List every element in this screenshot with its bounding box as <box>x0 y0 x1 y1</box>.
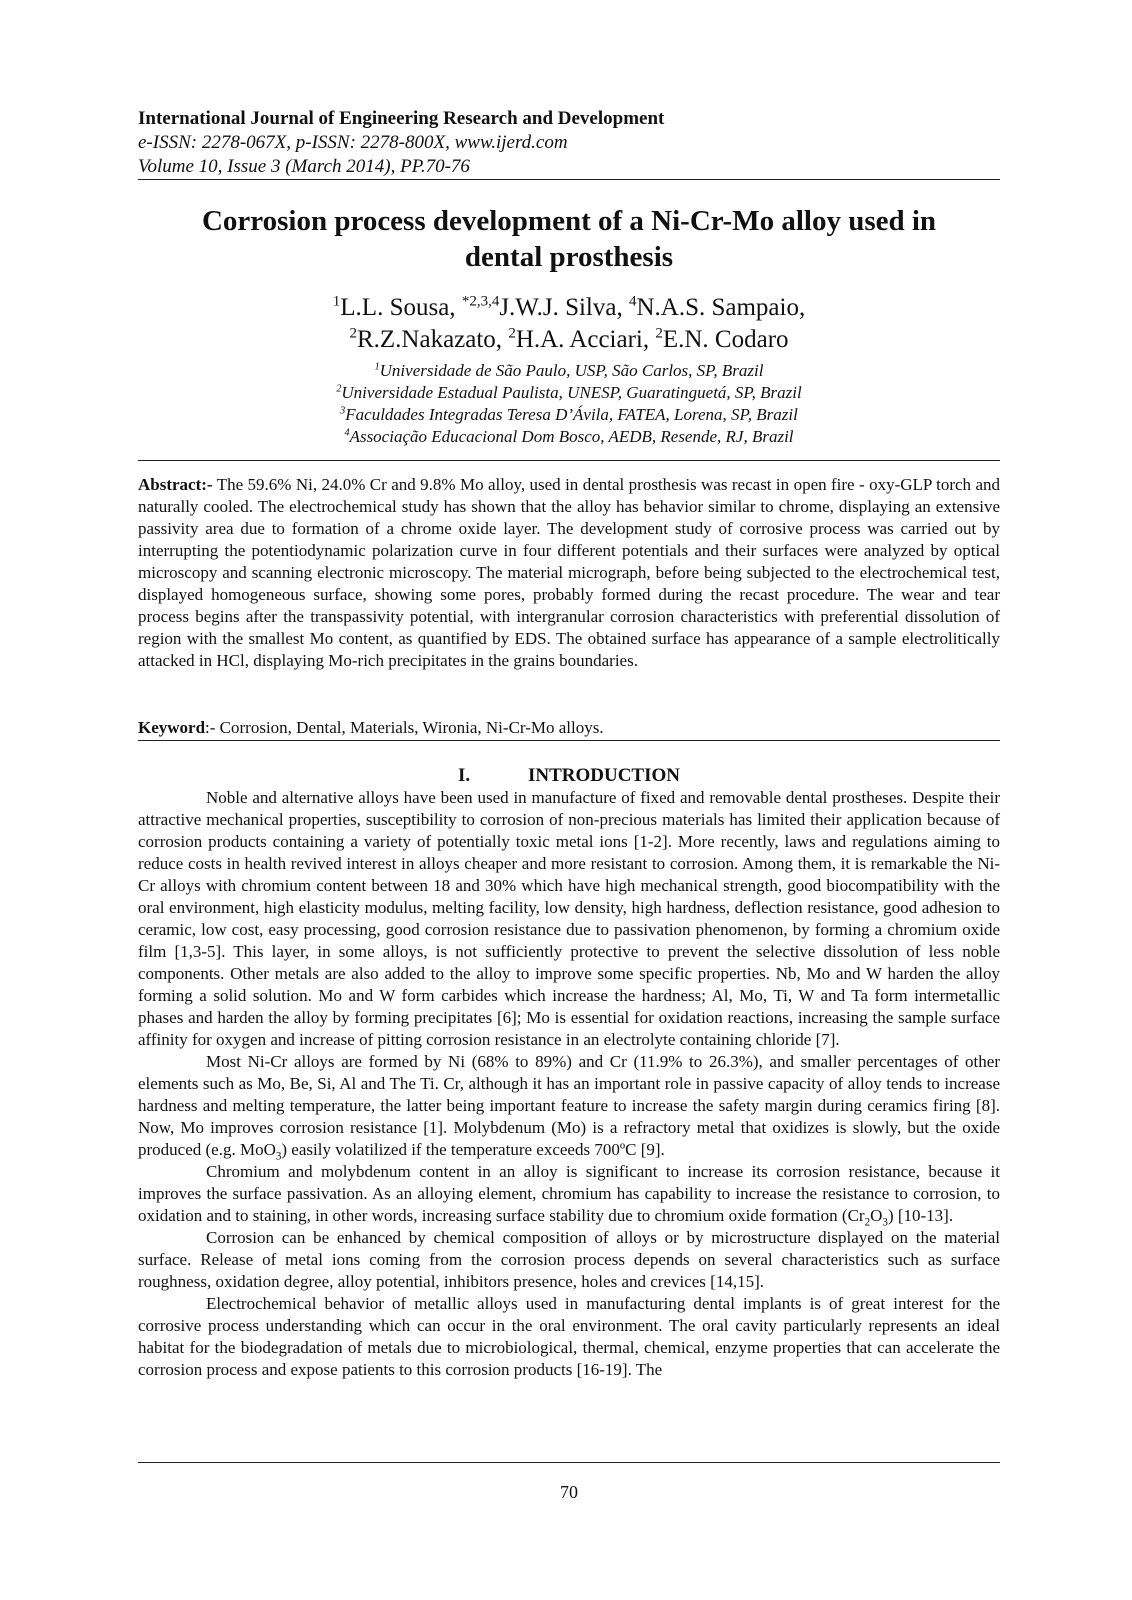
subscript: 3 <box>275 1150 282 1163</box>
section-number: I. <box>457 765 471 786</box>
subscript: 2 <box>864 1216 871 1229</box>
paper-title <box>138 203 1000 275</box>
footer-rule <box>138 1462 1000 1463</box>
paragraph: Corrosion can be enhanced by chemical composition of alloys or by microstructure displayed on the material surface. Release of metal ions coming from the corrosion process depends on several characteristics such as surface roughness, oxidation degree, alloy potential, inhibitors presence, holes and crevices [14,15]. <box>138 1228 1000 1291</box>
paragraph-text: Chromium and molybdenum content in an alloy is significant to increase its corrosion resistance, because it improves the surface passivation. As an alloying element, chromium has capability to increase the resistance to corrosion, to oxidation and to staining, in other words, increasing surface stability due to chromium oxide formation (Cr <box>138 1162 1000 1225</box>
title-line-2: dental prosthesis <box>464 241 674 273</box>
section-title: INTRODUCTION <box>527 765 681 786</box>
affiliation <box>138 360 1000 382</box>
keyword-rule <box>138 740 1000 741</box>
paragraph: Noble and alternative alloys have been used in manufacture of fixed and removable dental prostheses. Despite their attractive mechanical properties, susceptibility to corrosion of non-precious materials has limited their application because of corrosion products containing a variety of potentially toxic metal ions [1-2]. More recently, laws and regulations aiming to reduce costs in health revived interest in alloys cheaper and more resistant to corrosion. Among them, it is remarkable the Ni-Cr alloys with chromium content between 18 and 30% which have high mechanical strength, good biocompatibility with the oral environment, high elasticity modulus, melting facility, low density, high hardness, deflection resistance, good adhesion to ceramic, low cost, easy processing, good corrosion resistance due to passivation phenomenon, by forming a chromium oxide film [1,3-5]. This layer, in some alloys, is not sufficiently protective to prevent the selective dissolution of less noble components. Other metals are also added to the alloy to improve some specific properties. Nb, Mo and W harden the alloy forming a solid solution. Mo and W form carbides which increase the hardness; Al, Mo, Ti, W and Ta form intermetallic phases and harden the alloy by forming precipitates [6]; Mo is essential for oxidation reactions, increasing the sample surface affinity for oxygen and increase of pitting corrosion resistance in an electrolyte containing chloride [7]. <box>138 788 1000 1049</box>
author-sup: 2 <box>349 325 357 342</box>
section-heading <box>138 764 1000 788</box>
author-name: E.N. Codaro <box>662 326 789 353</box>
author-name: H.A. Acciari, <box>515 326 656 353</box>
title-line-1: Corrosion process development of a Ni-Cr-Mo alloy used in <box>201 205 937 237</box>
affiliation-text: Associação Educacional Dom Bosco, AEDB, Resende, RJ, Brazil <box>349 427 794 446</box>
paragraph-text: O <box>870 1206 883 1225</box>
journal-name: International Journal of Engineering Research and Development <box>138 108 665 129</box>
journal-volume: Volume 10, Issue 3 (March 2014), PP.70-76 <box>138 156 470 177</box>
abstract-top-rule <box>138 460 1000 461</box>
affiliation <box>138 404 1000 426</box>
affiliation-text: Faculdades Integradas Teresa D’Ávila, FATEA, Lorena, SP, Brazil <box>345 405 798 424</box>
abstract <box>138 474 1000 672</box>
paragraph <box>138 1051 1000 1161</box>
affiliation-sup: 4 <box>344 427 350 439</box>
journal-header <box>138 107 1000 179</box>
affiliation <box>138 426 1000 448</box>
author-sup: 1 <box>332 293 341 310</box>
keyword-text: :- Corrosion, Dental, Materials, Wironia, Ni-Cr-Mo alloys. <box>205 718 604 737</box>
paragraph-text: ) easily volatilized if the temperature exceeds 700ºC [9]. <box>281 1140 665 1159</box>
author-name: J.W.J. Silva, <box>499 294 629 321</box>
keywords <box>138 717 1000 739</box>
affiliation-sup: 2 <box>336 383 342 395</box>
author-name: N.A.S. Sampaio, <box>636 294 806 321</box>
affiliation-sup: 1 <box>374 361 380 373</box>
paragraph: Electrochemical behavior of metallic alloys used in manufacturing dental implants is of great interest for the corrosive process understanding which can occur in the oral environment. The oral cavity particularly represents an ideal habitat for the biodegradation of metals due to microbiological, thermal, chemical, enzyme properties that can accelerate the corrosion process and expose patients to this corrosion products [16-19]. The <box>138 1294 1000 1379</box>
author-name: R.Z.Nakazato, <box>356 326 509 353</box>
author-sup: 2 <box>508 325 516 342</box>
author-sup: 2 <box>655 325 663 342</box>
abstract-label: Abstract:- <box>138 475 213 494</box>
page-number: 70 <box>560 1482 578 1502</box>
subscript: 3 <box>882 1216 888 1229</box>
author-sup: *2,3,4 <box>461 293 500 310</box>
affiliation <box>138 382 1000 404</box>
author-line-1 <box>138 292 1000 324</box>
affiliation-list <box>138 360 1000 448</box>
affiliation-sup: 3 <box>340 405 346 417</box>
abstract-text: The 59.6% Ni, 24.0% Cr and 9.8% Mo alloy, used in dental prosthesis was recast in open fire - oxy-GLP torch and naturally cooled. The electrochemical study has shown that the alloy has behavior similar to chrome, displaying an extensive passivity area due to formation of a chrome oxide layer. The development study of corrosive process was carried out by interrupting the potentiodynamic polarization curve in four different potentials and their surfaces were analyzed by optical microscopy and scanning electronic microscopy. The material micrograph, before being subjected to the electrochemical test, displayed homogeneous surface, showing some pores, probably formed during the recast procedure. The wear and tear process begins after the transpassivity potential, with intergranular corrosion characteristics with preferential dissolution of region with the smallest Mo content, as quantified by EDS. The obtained surface has appearance of a sample electrolitically attacked in HCl, displaying Mo-rich precipitates in the grains boundaries. <box>138 475 1000 670</box>
author-name: L.L. Sousa, <box>340 294 462 321</box>
paragraph-text: ) [10-13]. <box>887 1206 954 1225</box>
author-line-2 <box>138 324 1000 356</box>
header-rule <box>138 179 1000 180</box>
keyword-label: Keyword <box>138 718 206 737</box>
affiliation-text: Universidade Estadual Paulista, UNESP, Guaratinguetá, SP, Brazil <box>341 383 802 402</box>
paragraph-text: Most Ni-Cr alloys are formed by Ni (68% to 89%) and Cr (11.9% to 26.3%), and smaller percentages of other elements such as Mo, Be, Si, Al and The Ti. Cr, although it has an important role in passive capacity of alloy tends to increase hardness and melting temperature, the latter being important feature to increase the safety margin during ceramics firing [8]. Now, Mo improves corrosion resistance [1]. Molybdenum (Mo) is a refractory metal that oxidizes is slowly, but the oxide produced (e.g. MoO <box>138 1052 1000 1159</box>
author-list <box>138 292 1000 356</box>
affiliation-text: Universidade de São Paulo, USP, São Carlos, SP, Brazil <box>379 361 764 380</box>
paragraph <box>138 1161 1000 1227</box>
author-sup: 4 <box>628 293 637 310</box>
journal-issn: e-ISSN: 2278-067X, p-ISSN: 2278-800X, www.ijerd.com <box>138 132 568 153</box>
intro-body <box>138 787 1000 1381</box>
